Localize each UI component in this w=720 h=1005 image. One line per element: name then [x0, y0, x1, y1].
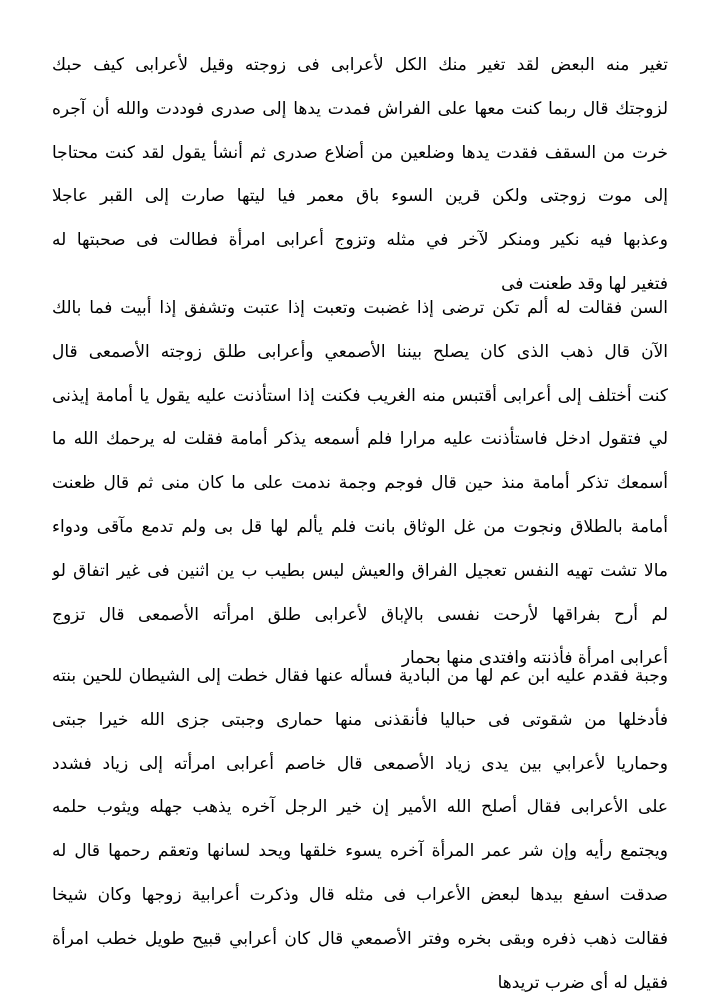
document-page [52, 0, 668, 1000]
text-line: لزوجتك قال ربما كنت معها على الفراش فمدت يدها إلى صدرى فوددت والله أن آجره [52, 98, 668, 119]
text-line: وجبة فقدم عليه ابن عم لها من البادية فسأله عنها فقال خطت إلى الشيطان للحين بنته [52, 666, 668, 686]
text-line: وعذبها فيه نكير ومنكر لآخر في مثله وتزوج أعرابى امرأة فطالت فى صحبتها له [52, 230, 668, 251]
text-line: فقالت ذهب ذفره وبقى بخره وفتر الأصمعي قال كان أعرابي قبيح طويل خطب امرأة [52, 928, 668, 949]
paragraph-3 [52, 655, 668, 1005]
text-line: مالا تشت تهيه النفس تعجيل الفراق والعيش ليس بطيب ب ين اثنين فى غير اتفاق لو [52, 560, 668, 581]
text-line: فتغير لها وقد طعنت فى [501, 273, 668, 294]
text-line: إلى موت زوجتى ولكن قرين السوء باق معمر فيا ليتها صارت إلى القبر عاجلا [52, 186, 668, 207]
text-line: فقيل له أى ضرب تريدها [497, 972, 668, 993]
text-line: أمامة بالطلاق ونجوت من غل الوثاق بانت فلم يألم لها قل بى ولم تدمع مآقى ودواء [52, 516, 668, 537]
text-line: خرت من السقف فقدت يدها وضلعين من أضلاع صدرى ثم أنشأ يقول لقد كنت محتاجا [52, 142, 668, 163]
text-line: أسمعك تذكر أمامة منذ حين قال فوجم وجمة ندمت على ما كان منى ثم قال ظعنت [52, 473, 668, 494]
text-line: وحماريا لأعرابي بين يدى زياد الأصمعى قال خاصم أعرابى امرأته إلى زياد فشدد [52, 753, 668, 774]
text-line: صدقت اسفع بيدها لبعض الأعراب فى مثله قال وذكرت أعرابية زوجها وكان شيخا [52, 884, 668, 905]
text-line: لي فتقول ادخل فاستأذنت عليه مرارا فلم أسمعه يذكر أمامة فقلت له يرحمك الله ما [52, 429, 668, 450]
text-line: تغير منه البعض لقد تغير منك الكل لأعرابى فى زوجته وقيل لأعرابى كيف حبك [52, 55, 668, 75]
text-line: أعرابى امرأة فأذنته وافتدى منها بحمار [401, 648, 668, 669]
text-line: فأدخلها من شقوتى فى حباليا فأنقذنى منها حمارى وجبتى جزى الله خيرا جبتى [52, 709, 668, 730]
text-line: الآن قال ذهب الذى كان يصلح بيننا الأصمعي وأعرابى طلق زوجته الأصمعى قال [52, 341, 668, 362]
paragraph-2 [52, 287, 668, 681]
text-line: ويجتمع رأيه وإن شر عمر المرأة آخره يسوء خلقها ويحد لسانها وتعقم رحمها قال له [52, 841, 668, 862]
text-line: السن فقالت له ألم تكن ترضى إذا غضبت وتعبت إذا عتبت وتشفق إذا أبيت فما بالك [52, 298, 668, 318]
paragraph-1 [52, 44, 668, 307]
text-line: كنت أختلف إلى أعرابى أقتبس منه الغريب فكنت إذا استأذنت عليه يقول يا أمامة إيذنى [52, 385, 668, 406]
text-line: على الأعرابى فقال أصلح الله الأمير إن خير الرجل آخره يذهب جهله ويثوب حلمه [52, 797, 668, 818]
text-line: لم أرح بفراقها لأرحت نفسى بالإباق لأعرابى طلق امرأته الأصمعى قال تزوج [52, 604, 668, 625]
